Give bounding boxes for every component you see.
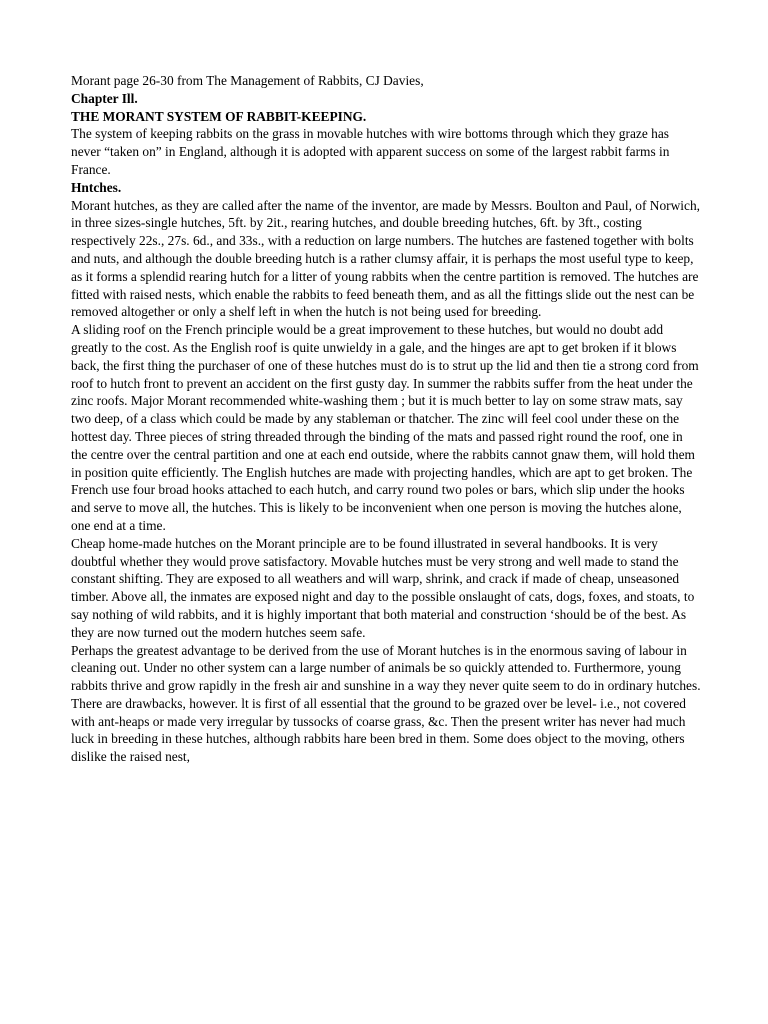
document-page bbox=[71, 72, 701, 766]
chapter-title: THE MORANT SYSTEM OF RABBIT-KEEPING. bbox=[71, 108, 367, 124]
body-paragraph: Cheap home-made hutches on the Morant principle are to be found illustrated in several handbooks. It is very doubtful whether they would prove satisfactory. Movable hutches must be very strong and well made to stand the constant shifting. They are exposed to all weathers and will warp, shrink, and crack if made of cheap, unseasoned timber. Above all, the inmates are exposed night and day to the possible onslaught of cats, dogs, foxes, and stoats, to say nothing of wild rabbits, and it is highly important that both material and construction ‘should be of the best. As they are now turned out the modern hutches seem safe. bbox=[71, 535, 695, 640]
chapter-heading: Chapter Ill. bbox=[71, 90, 138, 106]
body-paragraph: Perhaps the greatest advantage to be derived from the use of Morant hutches is in the enormous saving of labour in cleaning out. Under no other system can a large number of animals be so quickly attended to. Furthermore, young rabbits thrive and grow rapidly in the fresh air and sunshine in a way they never quite seem to do in ordinary hutches. There are drawbacks, however. lt is first of all essential that the ground to be grazed over be level- i.e., not covered with ant-heaps or made very irregular by tussocks of coarse grass, &c. Then the present writer has never had much luck in breeding in these hutches, although rabbits hare been bred in them. Some does object to the moving, others dislike the raised nest, bbox=[71, 642, 701, 765]
source-citation: Morant page 26-30 from The Management of Rabbits, CJ Davies, bbox=[71, 73, 424, 88]
section-heading: Hntches. bbox=[71, 179, 122, 195]
intro-paragraph: The system of keeping rabbits on the grass in movable hutches with wire bottoms through which they graze has never “taken on” in England, although it is adopted with apparent success on some of the largest rabbit farms in France. bbox=[71, 126, 670, 177]
body-paragraph: Morant hutches, as they are called after the name of the inventor, are made by Messrs. Boulton and Paul, of Norwich, in three sizes-single hutches, 5ft. by 2it., rearing hutches, and double breeding hutches, 6ft. by 3ft., costing respectively 22s., 27s. 6d., and 33s., with a reduction on large numbers. The hutches are fastened together with bolts and nuts, and although the double breeding hutch is a rather clumsy affair, it is perhaps the most useful type to keep, as it forms a splendid rearing hutch for a litter of young rabbits when the centre partition is removed. The hutches are fitted with raised nests, which enable the rabbits to feed beneath them, and as all the fittings slide out the nest can be removed altogether or only a shelf left in when the hutch is not being used for breeding. bbox=[71, 197, 700, 320]
body-paragraph: A sliding roof on the French principle would be a great improvement to these hutches, but would no doubt add greatly to the cost. As the English roof is quite unwieldy in a gale, and the hinges are apt to get broken if it blows back, the first thing the purchaser of one of these hutches must do is to strut up the lid and then tie a strong cord from roof to hutch front to prevent an accident on the first gusty day. In summer the rabbits suffer from the heat under the zinc roofs. Major Morant recommended white-washing them ; but it is much better to lay on some straw mats, say two deep, of a class which could be made by any stableman or thatcher. The zinc will feel cool under these on the hottest day. Three pieces of string threaded through the binding of the mats and passed right round the roof, one in the centre over the central partition and one at each end outside, where the rabbits cannot gnaw them, will hold them in position quite efficiently. The English hutches are made with projecting handles, which are apt to get broken. The French use four broad hooks attached to each hutch, and carry round two poles or bars, which slip under the hooks and serve to move all, the hutches. This is likely to be inconvenient when one person is moving the hutches alone, one end at a time. bbox=[71, 322, 699, 533]
